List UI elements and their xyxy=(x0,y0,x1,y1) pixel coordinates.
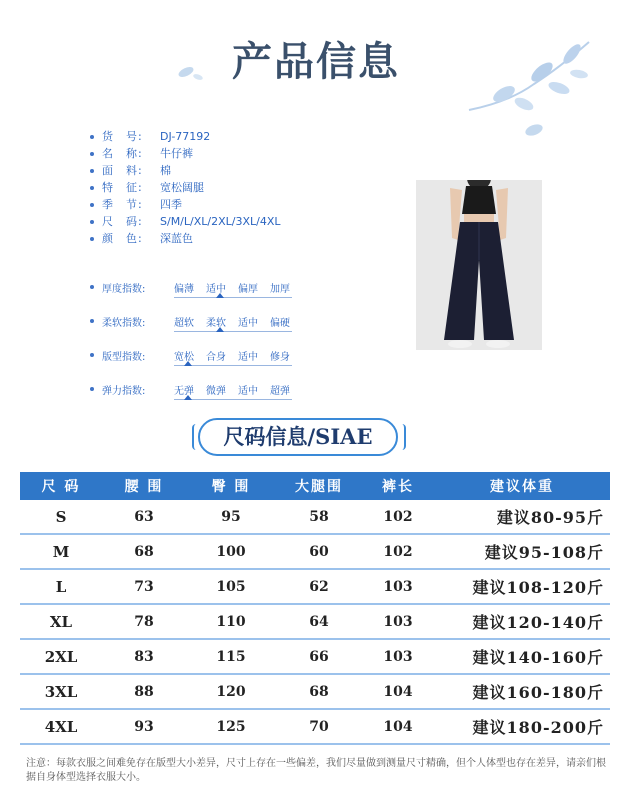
cell-waist: 93 xyxy=(102,709,186,744)
scale-options xyxy=(174,382,302,397)
cell-size: 2XL xyxy=(20,639,102,674)
cell-length: 103 xyxy=(362,569,434,604)
spec-label: 尺 码: xyxy=(102,215,143,228)
cell-thigh: 58 xyxy=(276,500,362,534)
scale-option: 微弹 xyxy=(206,385,226,397)
scale-line xyxy=(174,297,292,298)
cell-thigh: 60 xyxy=(276,534,362,569)
cell-length: 103 xyxy=(362,604,434,639)
spec-row-color xyxy=(90,230,281,247)
cell-hip: 110 xyxy=(186,604,276,639)
cell-hip: 115 xyxy=(186,639,276,674)
cell-size: S xyxy=(20,500,102,534)
header-length: 裤长 xyxy=(362,472,434,500)
cell-length: 103 xyxy=(362,639,434,674)
table-row xyxy=(20,639,610,674)
scale-option: 修身 xyxy=(270,351,290,363)
header-thigh: 大腿围 xyxy=(276,472,362,500)
header-hip: 臀 围 xyxy=(186,472,276,500)
cell-weight: 建议108-120斤 xyxy=(434,569,610,604)
index-scales xyxy=(90,270,302,406)
header-waist: 腰 围 xyxy=(102,472,186,500)
scale-option: 偏硬 xyxy=(270,317,290,329)
scale-elasticity xyxy=(90,372,302,406)
spec-row-name xyxy=(90,145,281,162)
cell-weight: 建议95-108斤 xyxy=(434,534,610,569)
scale-fit xyxy=(90,338,302,372)
spec-value: 四季 xyxy=(160,198,182,211)
spec-value: 棉 xyxy=(160,164,171,177)
cell-thigh: 70 xyxy=(276,709,362,744)
bullet-icon xyxy=(90,186,94,190)
scale-marker-icon xyxy=(184,361,192,366)
size-table-header xyxy=(20,472,610,500)
bullet-icon xyxy=(90,203,94,207)
cell-hip: 120 xyxy=(186,674,276,709)
cell-thigh: 68 xyxy=(276,674,362,709)
scale-option: 合身 xyxy=(206,351,226,363)
bullet-icon xyxy=(90,353,94,357)
scale-line xyxy=(174,331,292,332)
scale-marker-icon xyxy=(184,395,192,400)
cell-weight: 建议140-160斤 xyxy=(434,639,610,674)
table-row xyxy=(20,709,610,744)
scale-option: 宽松 xyxy=(174,351,194,363)
bullet-icon xyxy=(90,152,94,156)
scale-option: 超弹 xyxy=(270,385,290,397)
cell-size: 4XL xyxy=(20,709,102,744)
cell-hip: 105 xyxy=(186,569,276,604)
cell-thigh: 66 xyxy=(276,639,362,674)
cell-length: 104 xyxy=(362,709,434,744)
cell-length: 102 xyxy=(362,534,434,569)
scale-marker-icon xyxy=(216,293,224,298)
table-row xyxy=(20,674,610,709)
scale-marker-icon xyxy=(216,327,224,332)
product-photo xyxy=(416,180,542,350)
spec-row-item-no xyxy=(90,128,281,145)
spec-label: 名 称: xyxy=(102,147,143,160)
spec-value: 牛仔裤 xyxy=(160,147,193,160)
cell-hip: 95 xyxy=(186,500,276,534)
size-disclaimer-note: 注意：每款衣服之间难免存在版型大小差异，尺寸上存在一些偏差，我们尽量做到测量尺寸精确，但个人体型也存在差异，请亲们根据自身体型选择衣服大小。 xyxy=(26,758,606,783)
cell-size: M xyxy=(20,534,102,569)
scale-option: 偏厚 xyxy=(238,283,258,295)
scale-options xyxy=(174,348,302,363)
cell-weight: 建议180-200斤 xyxy=(434,709,610,744)
scale-softness xyxy=(90,304,302,338)
spec-row-fabric xyxy=(90,162,281,179)
spec-row-season xyxy=(90,196,281,213)
scale-option: 加厚 xyxy=(270,283,290,295)
bullet-icon xyxy=(90,319,94,323)
cell-waist: 63 xyxy=(102,500,186,534)
bullet-icon xyxy=(90,237,94,241)
scale-options xyxy=(174,280,302,295)
cell-weight: 建议160-180斤 xyxy=(434,674,610,709)
scale-option: 超软 xyxy=(174,317,194,329)
scale-option: 适中 xyxy=(206,283,226,295)
cell-size: 3XL xyxy=(20,674,102,709)
bullet-icon xyxy=(90,220,94,224)
scale-option: 柔软 xyxy=(206,317,226,329)
table-row xyxy=(20,534,610,569)
scale-label: 弹力指数: xyxy=(102,385,146,397)
spec-list xyxy=(90,128,281,247)
cell-hip: 125 xyxy=(186,709,276,744)
scale-options xyxy=(174,314,302,329)
size-section-title: 尺码信息/SIAE xyxy=(198,418,398,456)
spec-value: 宽松阔腿 xyxy=(160,181,204,194)
cell-thigh: 64 xyxy=(276,604,362,639)
page-title: 产品信息 xyxy=(232,39,400,85)
header-weight: 建议体重 xyxy=(434,472,610,500)
cell-thigh: 62 xyxy=(276,569,362,604)
spec-row-feature xyxy=(90,179,281,196)
scale-label: 版型指数: xyxy=(102,351,146,363)
scale-option: 适中 xyxy=(238,385,258,397)
scale-label: 柔软指数: xyxy=(102,317,146,329)
bullet-icon xyxy=(90,135,94,139)
scale-thickness xyxy=(90,270,302,304)
cell-length: 102 xyxy=(362,500,434,534)
spec-value: DJ-77192 xyxy=(160,130,211,143)
cell-weight: 建议80-95斤 xyxy=(434,500,610,534)
cell-length: 104 xyxy=(362,674,434,709)
cell-waist: 78 xyxy=(102,604,186,639)
spec-value: 深蓝色 xyxy=(160,232,193,245)
table-row xyxy=(20,604,610,639)
spec-label: 面 料: xyxy=(102,164,143,177)
model-jeans-illustration xyxy=(416,180,542,350)
title-frame-right xyxy=(400,424,406,450)
branch-decoration-icon xyxy=(464,32,594,142)
cell-weight: 建议120-140斤 xyxy=(434,604,610,639)
spec-label: 季 节: xyxy=(102,198,143,211)
spec-label: 特 征: xyxy=(102,181,143,194)
leaf-decoration-icon xyxy=(176,62,206,84)
scale-option: 偏薄 xyxy=(174,283,194,295)
table-row xyxy=(20,569,610,604)
scale-option: 适中 xyxy=(238,351,258,363)
cell-waist: 68 xyxy=(102,534,186,569)
cell-waist: 83 xyxy=(102,639,186,674)
cell-size: XL xyxy=(20,604,102,639)
cell-hip: 100 xyxy=(186,534,276,569)
bullet-icon xyxy=(90,387,94,391)
scale-option: 适中 xyxy=(238,317,258,329)
size-table xyxy=(20,472,610,745)
table-row xyxy=(20,500,610,534)
cell-waist: 88 xyxy=(102,674,186,709)
spec-label: 颜 色: xyxy=(102,232,143,245)
cell-waist: 73 xyxy=(102,569,186,604)
header-size: 尺 码 xyxy=(20,472,102,500)
bullet-icon xyxy=(90,285,94,289)
spec-row-size xyxy=(90,213,281,230)
scale-label: 厚度指数: xyxy=(102,283,146,295)
spec-value: S/M/L/XL/2XL/3XL/4XL xyxy=(160,215,281,228)
bullet-icon xyxy=(90,169,94,173)
scale-option: 无弹 xyxy=(174,385,194,397)
cell-size: L xyxy=(20,569,102,604)
spec-label: 货 号: xyxy=(102,130,143,143)
